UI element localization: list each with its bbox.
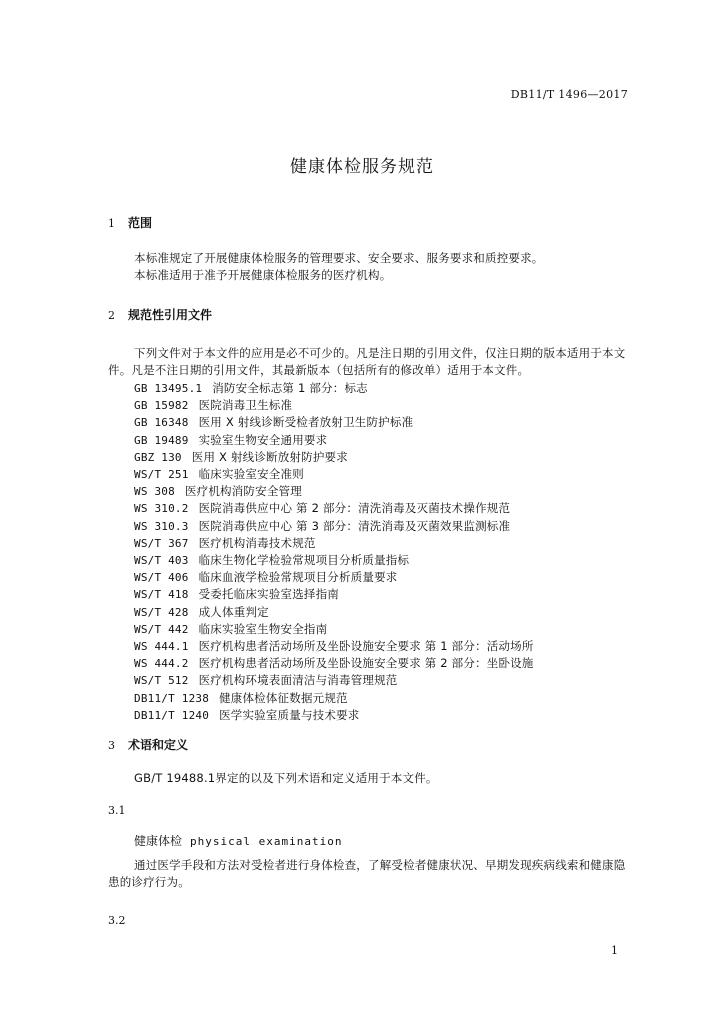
reference-code: WS/T 418 (134, 588, 189, 602)
reference-item (134, 500, 534, 517)
section-title: 范围 (128, 216, 153, 230)
reference-code: WS 444.1 (134, 640, 189, 654)
normative-intro (108, 345, 628, 379)
reference-title: 临床生物化学检验常规项目分析质量指标 (198, 553, 410, 568)
reference-title: 临床实验室生物安全指南 (198, 621, 328, 636)
reference-title: 受委托临床实验室选择指南 (198, 587, 339, 602)
reference-code: WS/T 367 (134, 536, 189, 550)
reference-item (134, 483, 534, 500)
reference-item (134, 655, 534, 672)
reference-title: 临床血液学检验常规项目分析质量要求 (198, 570, 398, 585)
reference-code: WS/T 406 (134, 571, 189, 585)
section-title: 规范性引用文件 (128, 308, 213, 322)
reference-title: 医疗机构消毒技术规范 (198, 535, 316, 550)
reference-code: WS/T 428 (134, 605, 189, 619)
term-number: 3.2 (108, 914, 126, 927)
section-number: 1 (108, 217, 115, 230)
section-3-heading (108, 736, 188, 753)
reference-item (134, 707, 534, 724)
reference-item (134, 432, 534, 449)
terms-intro-text: GB/T 19488.1界定的以及下列术语和定义适用于本文件。 (134, 771, 438, 785)
reference-item (134, 569, 534, 586)
reference-title: 医院消毒卫生标准 (198, 398, 293, 413)
reference-code: WS/T 512 (134, 674, 189, 688)
scope-paragraph-2: 本标准适用于准予开展健康体检服务的医疗机构。 (134, 268, 392, 282)
section-title: 术语和定义 (128, 738, 189, 752)
normative-intro-text: 下列文件对于本文件的应用是必不可少的。凡是注日期的引用文件，仅注日期的版本适用于本文件。凡是不注日期的引用文件，其最新版本（包括所有的修改单）适用于本文件。 (108, 346, 626, 377)
reference-list (134, 380, 534, 724)
reference-code: GB 16348 (134, 416, 189, 430)
reference-title: 健康体检体征数据元规范 (219, 690, 348, 705)
reference-title: 医用 X 射线诊断放射防护要求 (191, 449, 348, 464)
reference-code: GB 19489 (134, 433, 189, 447)
reference-code: GBZ 130 (134, 450, 182, 464)
reference-title: 医院消毒供应中心 第 3 部分：清洗消毒及灭菌效果监测标准 (198, 518, 511, 533)
reference-code: WS/T 251 (134, 468, 189, 482)
page-title: 健康体检服务规范 (290, 157, 434, 177)
term-zh: 健康体检 (134, 834, 183, 848)
reference-code: WS/T 403 (134, 554, 189, 568)
terms-intro (108, 770, 628, 787)
reference-title: 消防安全标志第 1 部分：标志 (212, 381, 368, 395)
reference-title: 医院消毒供应中心 第 2 部分：清洗消毒及灭菌技术操作规范 (198, 501, 511, 516)
reference-code: WS/T 442 (134, 622, 189, 636)
reference-item (134, 638, 534, 655)
reference-item (134, 535, 534, 552)
term-heading (134, 832, 342, 849)
section-2-heading (108, 306, 212, 323)
reference-item (134, 621, 534, 638)
term-en: physical examination (190, 835, 343, 848)
reference-item (134, 586, 534, 603)
scope-paragraph-1: 本标准规定了开展健康体检服务的管理要求、安全要求、服务要求和质控要求。 (134, 251, 544, 265)
section-1-heading (108, 214, 152, 231)
reference-title: 医疗机构消防安全管理 (184, 484, 302, 499)
reference-title: 医用 X 射线诊断受检者放射卫生防护标准 (198, 415, 414, 430)
reference-title: 临床实验室安全准则 (198, 467, 304, 482)
reference-title: 实验室生物安全通用要求 (198, 432, 328, 447)
reference-code: DB11/T 1240 (134, 708, 210, 722)
reference-item (134, 604, 534, 621)
reference-code: WS 310.2 (134, 502, 189, 516)
section-number: 3 (108, 739, 115, 752)
reference-item (134, 518, 534, 535)
reference-item (134, 449, 534, 466)
reference-code: DB11/T 1238 (134, 691, 210, 705)
reference-item (134, 466, 534, 483)
reference-item (134, 672, 534, 689)
reference-code: WS 444.2 (134, 657, 189, 671)
standard-code: DB11/T 1496—2017 (510, 88, 628, 101)
reference-title: 医疗机构患者活动场所及坐卧设施安全要求 第 1 部分：活动场所 (198, 639, 534, 654)
reference-item (134, 690, 534, 707)
reference-item (134, 397, 534, 414)
reference-code: WS 308 (134, 485, 175, 499)
term-definition (108, 857, 628, 891)
reference-code: GB 15982 (134, 399, 189, 413)
reference-code: GB 13495.1 (134, 382, 203, 395)
reference-item (134, 552, 534, 569)
reference-title: 医学实验室质量与技术要求 (219, 707, 360, 722)
reference-title: 医疗机构患者活动场所及坐卧设施安全要求 第 2 部分：坐卧设施 (198, 656, 534, 671)
term-number: 3.1 (108, 804, 126, 817)
reference-title: 成人体重判定 (198, 604, 269, 619)
reference-item (134, 414, 534, 431)
reference-code: WS 310.3 (134, 519, 189, 533)
scope-text (108, 250, 628, 284)
page-number: 1 (611, 944, 618, 957)
reference-item (134, 380, 534, 397)
reference-title: 医疗机构环境表面清洁与消毒管理规范 (198, 673, 398, 688)
term-definition-text: 通过医学手段和方法对受检者进行身体检查，了解受检者健康状况、早期发现疾病线索和健康隐患的诊疗行为。 (108, 858, 626, 889)
section-number: 2 (108, 309, 115, 322)
